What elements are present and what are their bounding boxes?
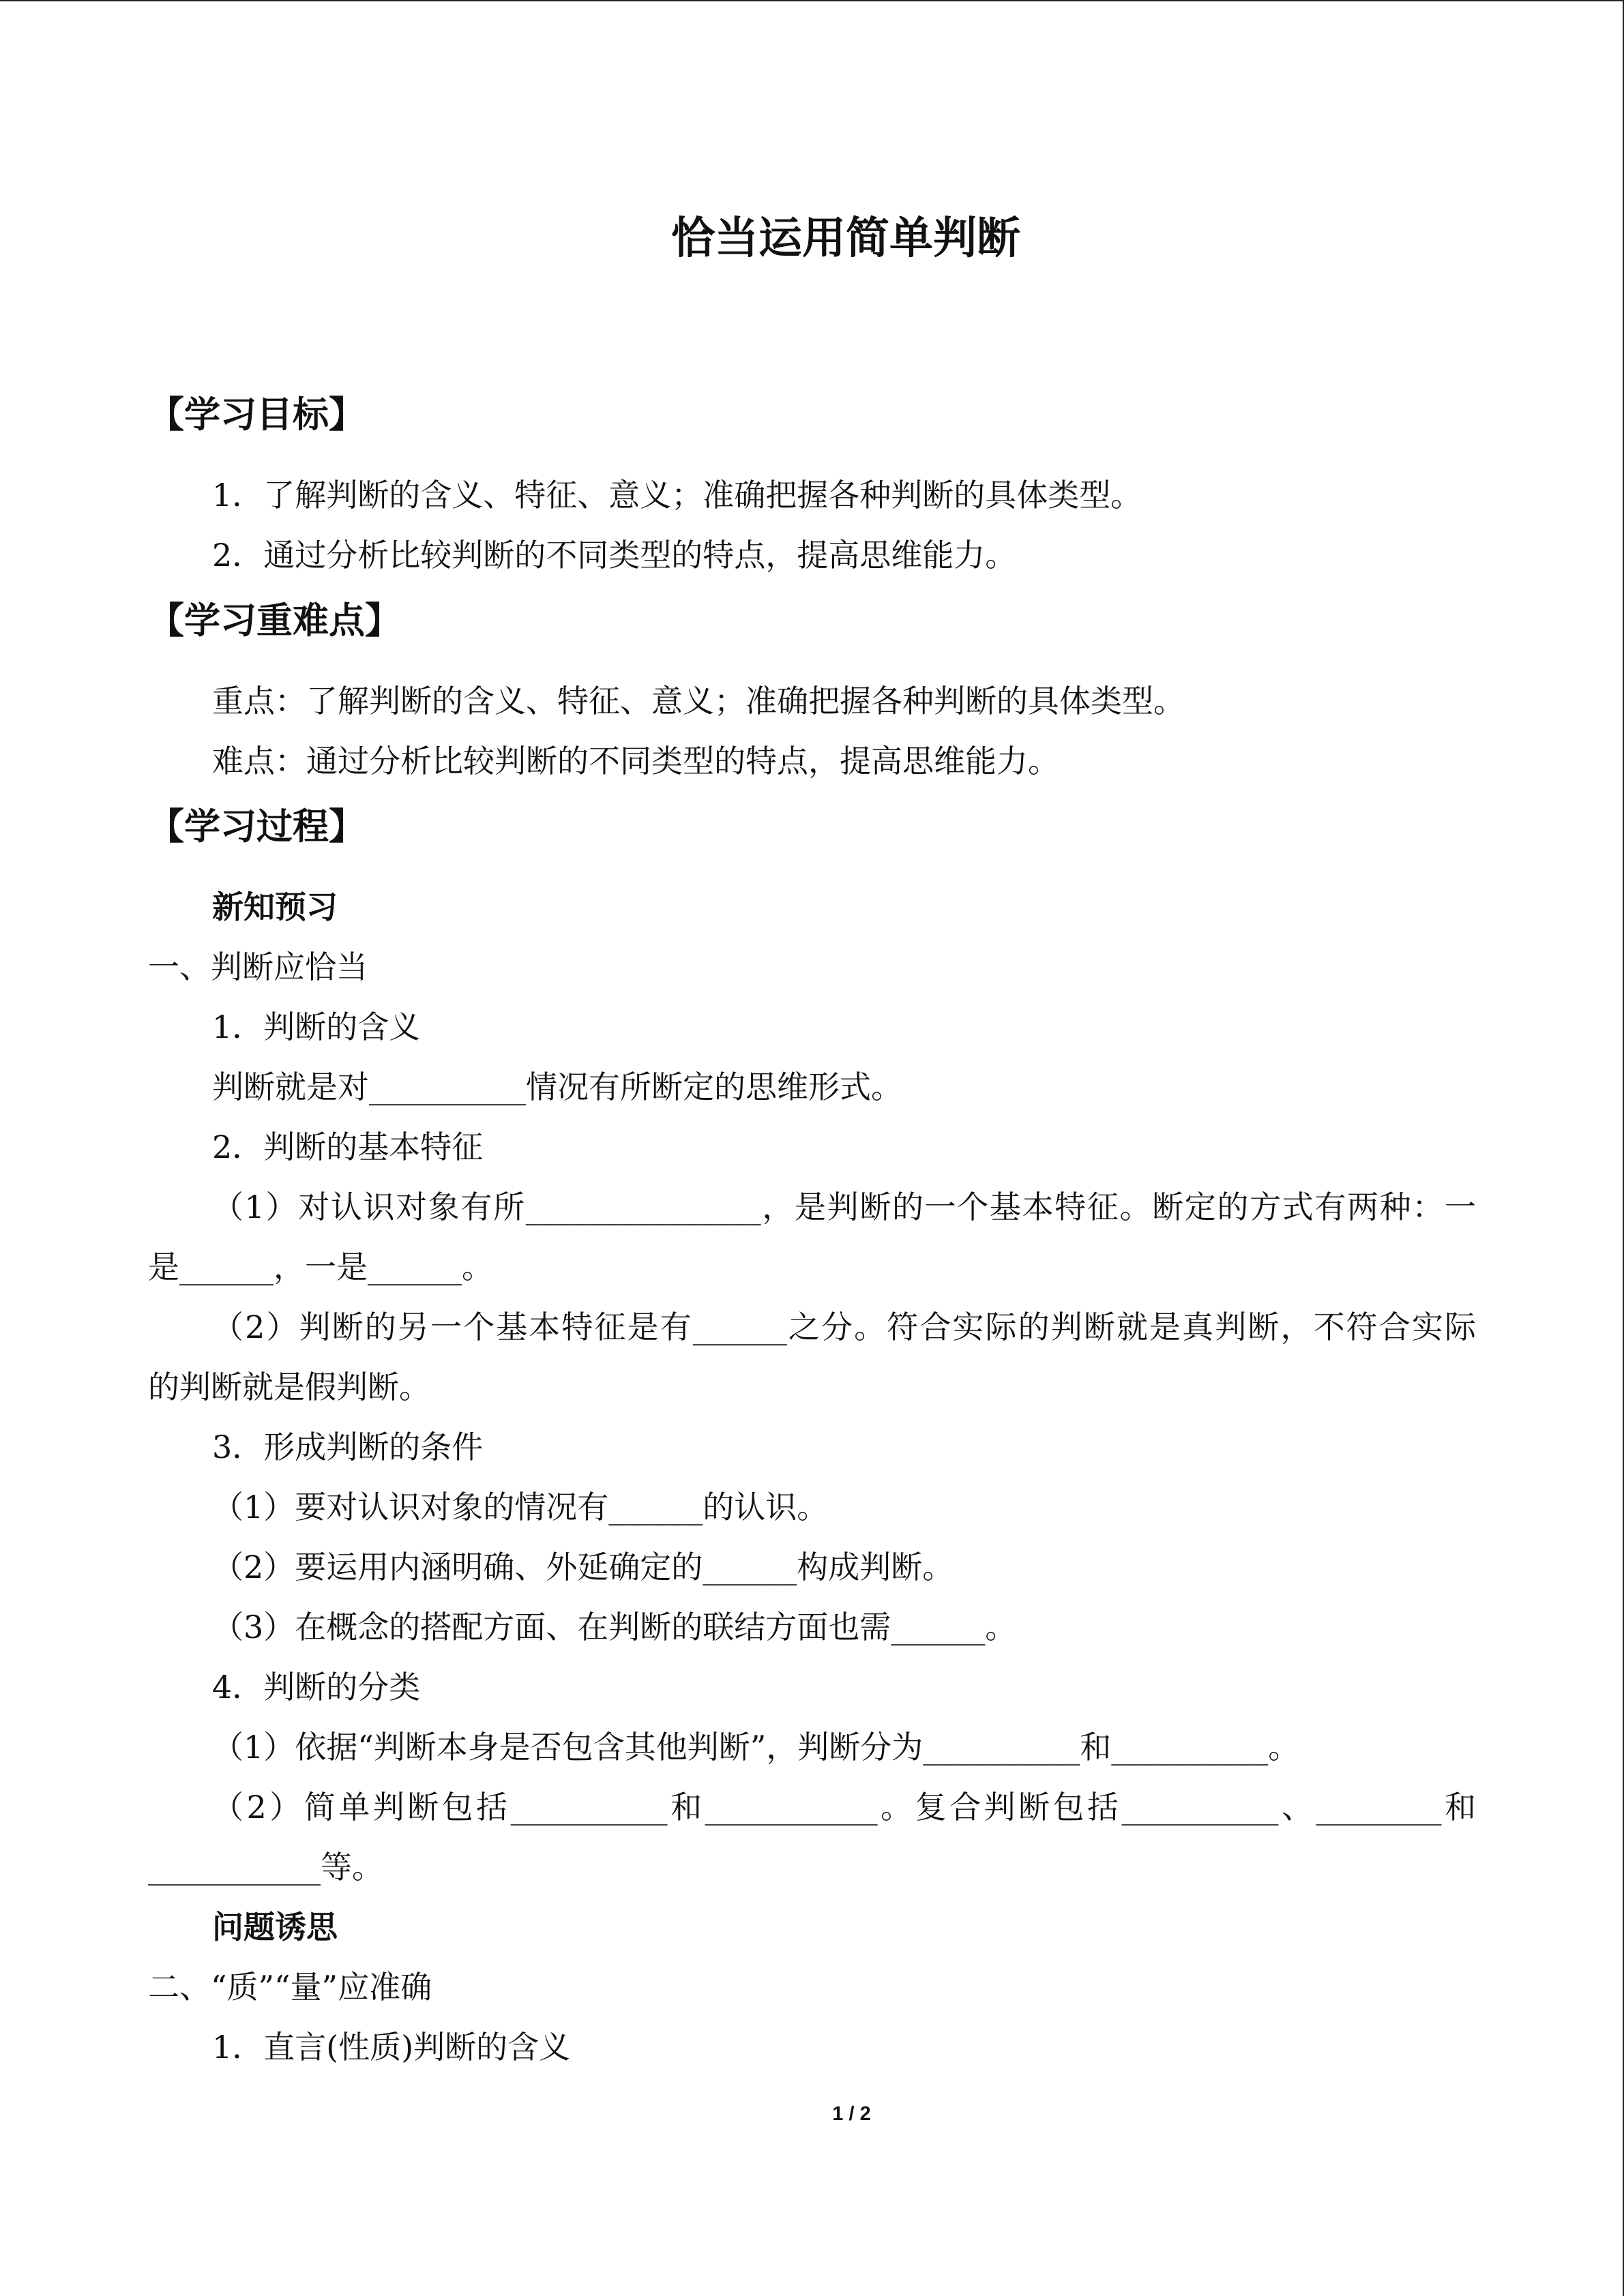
document-title: 恰当运用简单判断 <box>671 213 1020 264</box>
fill-blank-line: （2）要运用内涵明确、外延确定的______构成判断。 <box>212 1549 954 1585</box>
document-body <box>148 209 1476 2077</box>
page-number: 1 / 2 <box>832 2103 871 2125</box>
part-heading-judgment-appropriate: 一、判断应恰当 <box>148 949 368 985</box>
subheading-question-inquiry: 问题诱思 <box>212 1909 338 1945</box>
goal-item-2: 2．通过分析比较判断的不同类型的特点，提高思维能力。 <box>212 537 1017 573</box>
item-heading-forming-conditions: 3．形成判断的条件 <box>212 1429 484 1465</box>
fill-blank-line: （3）在概念的搭配方面、在判断的联结方面也需______。 <box>212 1609 1017 1645</box>
fill-blank-line: （2）简单判断包括__________和___________。复合判断包括__________、________和 <box>212 1789 1476 1825</box>
fill-blank-line: （1）依据“判断本身是否包含其他判断”，判断分为__________和__________。 <box>212 1729 1300 1765</box>
difficult-point-text: 难点：通过分析比较判断的不同类型的特点，提高思维能力。 <box>212 743 1059 779</box>
item-heading-classification: 4．判断的分类 <box>212 1669 421 1705</box>
item-heading-categorical-judgment: 1．直言(性质)判断的含义 <box>212 2029 571 2066</box>
section-heading-key-difficult-points: 【学习重难点】 <box>148 599 401 642</box>
subheading-new-knowledge-preview: 新知预习 <box>212 889 338 925</box>
item-heading-basic-features: 2．判断的基本特征 <box>212 1129 484 1165</box>
fill-blank-line: ___________等。 <box>148 1849 383 1885</box>
part-heading-quality-quantity: 二、“质”“量”应准确 <box>148 1969 432 2006</box>
key-point-text: 重点：了解判断的含义、特征、意义；准确把握各种判断的具体类型。 <box>212 683 1185 719</box>
fill-blank-line: （2）判断的另一个基本特征是有______之分。符合实际的判断就是真判断，不符合实际 <box>212 1309 1476 1345</box>
paragraph-continuation-line: 的判断就是假判断。 <box>148 1369 430 1405</box>
item-heading-judgment-meaning: 1．判断的含义 <box>212 1009 421 1045</box>
section-heading-learning-goals: 【学习目标】 <box>148 393 365 436</box>
fill-blank-line: （1）对认识对象有所_______________，是判断的一个基本特征。断定的方式有两种：一 <box>212 1189 1476 1225</box>
fill-blank-line: （1）要对认识对象的情况有______的认识。 <box>212 1489 829 1525</box>
goal-item-1: 1．了解判断的含义、特征、意义；准确把握各种判断的具体类型。 <box>212 477 1142 513</box>
section-heading-learning-process: 【学习过程】 <box>148 805 365 848</box>
fill-blank-line: 判断就是对__________情况有所断定的思维形式。 <box>212 1069 902 1105</box>
fill-blank-line: 是______，一是______。 <box>148 1249 493 1285</box>
